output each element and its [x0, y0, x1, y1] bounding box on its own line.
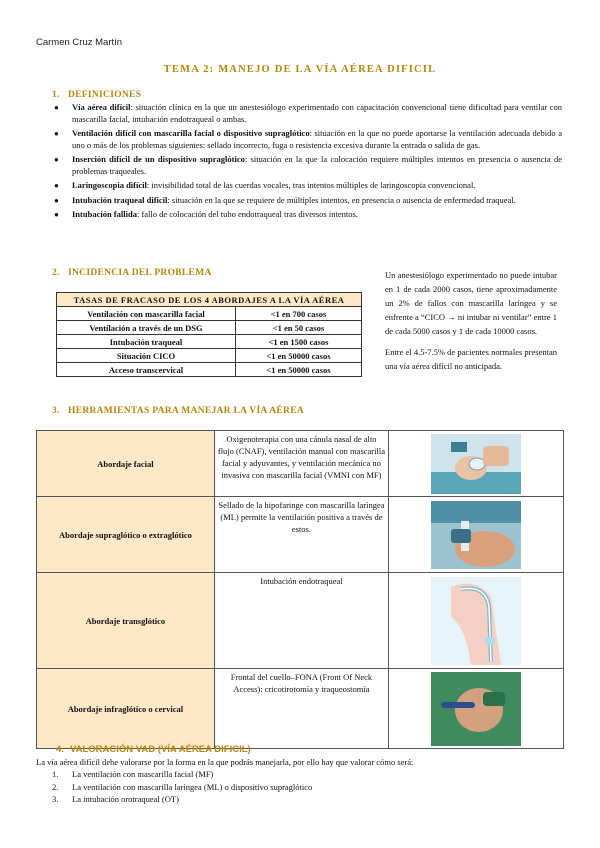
definition-item: ● Intubación traqueal difícil: situación en la que se requiere de múltiples intentos, en presencia o ausencia de enfermedad traqueal. — [54, 194, 516, 205]
list-item: 3. La intubación orotraqueal (OT) — [52, 794, 179, 804]
tool-image — [389, 573, 564, 669]
incidence-paragraph: Un anestesiólogo experimentado no puede intubar en 1 de cada 2000 casos, tiene aproximadamente un 2% de fallos con mascarilla laríngea y se enfrente a “CICO → ni intubar ni ventilar” entre 1 de cada 5000 casos y 1 de cada 10000 casos. — [385, 270, 557, 336]
definition-item: ● Intubación fallida: fallo de colocación del tubo endotraqueal tras diversos intentos. — [54, 209, 358, 219]
table-header: TASAS DE FRACASO DE LOS 4 ABORDAJES A LA VÍA AÉREA — [57, 293, 362, 307]
definition-item: ● Laringoscopia difícil: invisibilidad total de las cuerdas vocales, tras intentos múltiples de laringoscopia convencional. — [54, 180, 476, 190]
table-row: Intubación traqueal <1 en 1500 casos — [57, 335, 362, 349]
endotracheal-tube-illustration-icon — [431, 577, 521, 665]
table-row — [37, 669, 564, 749]
table-row: Acceso transcervical <1 en 50000 casos — [57, 363, 362, 377]
table-row: Ventilación con mascarilla facial <1 en 700 casos — [57, 307, 362, 321]
bullet-icon: ● — [54, 103, 59, 112]
tools-table — [36, 430, 564, 749]
tool-name: Abordaje facial — [37, 431, 215, 497]
bullet-icon: ● — [54, 210, 59, 219]
cricothyrotomy-photo-icon — [431, 672, 521, 746]
bullet-icon: ● — [54, 155, 59, 164]
tool-description: Oxigenoterapia con una cánula nasal de alto flujo (CNAF), ventilación manual con mascarilla facial y adyuvantes, y ventilación mecánica no invasiva con mascarilla facial (VMNI con MF) — [214, 431, 388, 497]
tool-name: Abordaje supraglótico o extraglótico — [37, 497, 215, 573]
definition-item: ● Vía aérea difícil: situación clínica en la que un anestesiólogo experimentado con capacitación convencional tiene dificultad para ventilar con mascarilla facial, intubación endotraqueal o ambas. — [54, 102, 562, 124]
section-heading-herramientas: 3. HERRAMIENTAS PARA MANEJAR LA VÍA AÉREA — [52, 406, 304, 416]
bullet-icon: ● — [54, 129, 59, 138]
face-mask-photo-icon — [431, 434, 521, 494]
definitions-list — [50, 102, 562, 224]
failure-rates-table — [56, 292, 362, 377]
tool-name: Abordaje transglótico — [37, 573, 215, 669]
tool-description: Sellado de la hipofaringe con mascarilla laríngea (ML) permite la ventilación positiva a través de estos. — [214, 497, 388, 573]
bullet-icon: ● — [54, 195, 59, 205]
list-item: 1. La ventilación con mascarilla facial (MF) — [52, 769, 214, 779]
section-heading-definiciones: 1. DEFINICIONES — [52, 90, 142, 100]
tool-description: Frontal del cuello–FONA (Front Of Neck Access): cricotirotomía y traqueostomía — [214, 669, 388, 749]
valoracion-list — [52, 768, 312, 806]
list-item: 2. La ventilación con mascarilla laríngea (ML) o dispositivo supraglótico — [52, 781, 313, 792]
bullet-icon: ● — [54, 181, 59, 190]
table-row — [37, 497, 564, 573]
laryngeal-mask-photo-icon — [431, 501, 521, 569]
section-heading-incidencia: 2. INCIDENCIA DEL PROBLEMA — [52, 268, 212, 278]
incidence-paragraph-2: Entre el 4.5-7.5% de pacientes normales presentan una vía aérea difícil no anticipada. — [385, 347, 557, 371]
definition-item: ● Inserción difícil de un dispositivo supraglótico: situación en la que la colocación requiere múltiples intentos en presencia o ausencia de problemas traqueales. — [54, 154, 563, 176]
table-row: Ventilación a través de un DSG <1 en 50 casos — [57, 321, 362, 335]
author-name: Carmen Cruz Martín — [36, 37, 123, 48]
tool-image — [389, 669, 564, 749]
document-title: TEMA 2: MANEJO DE LA VÍA AÉREA DIFICIL — [163, 64, 437, 75]
definition-item: ● Ventilación difícil con mascarilla facial o dispositivo supraglótico: situación en la que no puede aportarse la ventilación adecuada debido a uno o más de los problemas siguientes: sellado incorrecto, fuga o resistencia excesiva durante la entrada o salida de gas. — [54, 128, 562, 150]
table-row: Situación CICO <1 en 50000 casos — [57, 349, 362, 363]
section-heading-valoracion: 4. VALORACIÓN VAD (VÍA AÉREA DIFICIL) — [56, 744, 251, 755]
tool-image — [389, 431, 564, 497]
tool-image — [389, 497, 564, 573]
table-row — [37, 573, 564, 669]
tool-name: Abordaje infraglótico o cervical — [37, 669, 215, 749]
tool-description: Intubación endotraqueal — [214, 573, 388, 669]
valoracion-intro: La vía aérea difícil debe valorarse por la forma en la que podrás manejarla, por ello hay que valorar cómo será: — [36, 757, 414, 767]
table-row — [37, 431, 564, 497]
